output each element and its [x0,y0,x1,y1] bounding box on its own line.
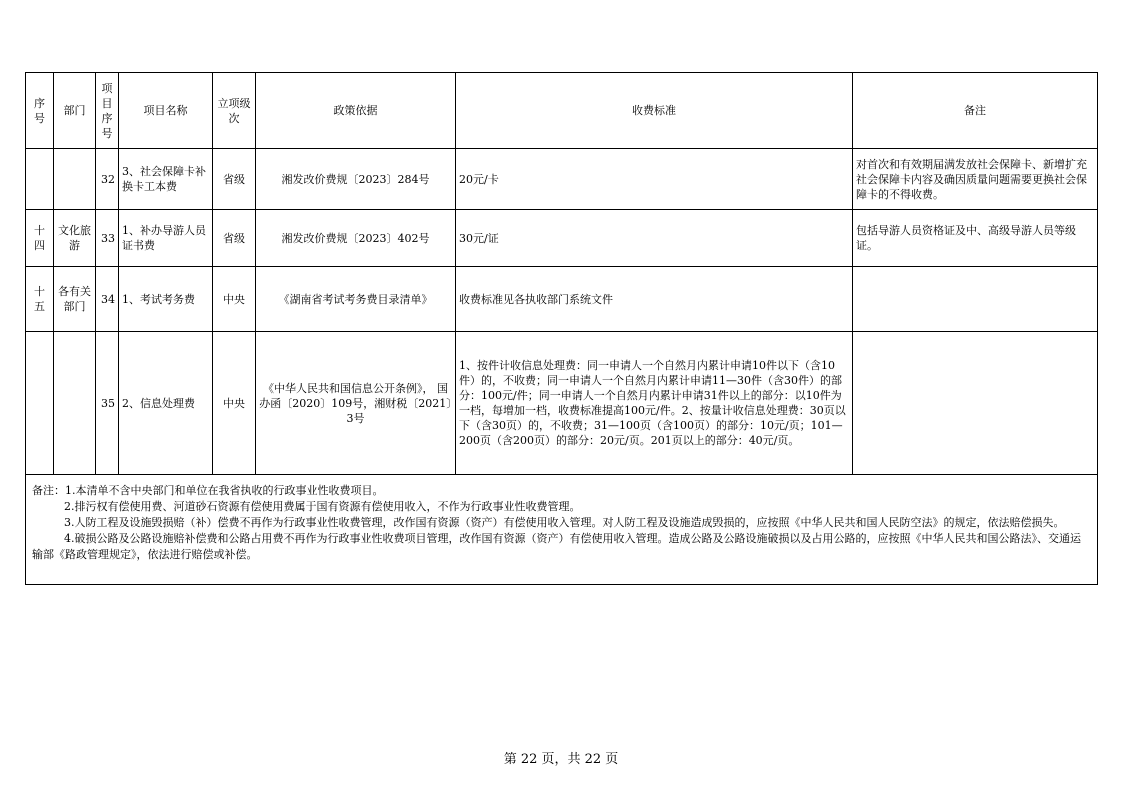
cell-item-name: 2、信息处理费 [119,332,213,475]
cell-item-seq: 33 [96,210,119,267]
table-row [26,332,1098,475]
header-standard: 收费标准 [456,73,853,149]
header-item-seq: 项目序号 [96,73,119,149]
cell-standard: 30元/证 [456,210,853,267]
cell-remark [853,332,1098,475]
cell-standard: 1、按件计收信息处理费：同一申请人一个自然月内累计申请10件以下（含10件）的，不收费；同一申请人一个自然月内累计申请11—30件（含30件）的部分：100元/件；同一申请人一个自然月内累计申请31件以上的部分：以10件为一档，每增加一档，收费标准提高100元/件。2、按量计收信息处理费：30页以下（含30页）的，不收费；31—100页（含100页）的部分：10元/页；101—200页（含200页）的部分：20元/页。201页以上的部分：40元/页。 [456,332,853,475]
cell-basis: 湘发改价费规〔2023〕284号 [256,149,456,210]
cell-remark [853,267,1098,332]
cell-seq: 十五 [26,267,54,332]
cell-item-name: 1、考试考务费 [119,267,213,332]
note-4: 4.破损公路及公路设施赔补偿费和公路占用费不再作为行政事业性收费项目管理，改作国有资源（资产）有偿使用收入管理。造成公路及公路设施破损以及占用公路的，应按照《中华人民共和国公路法》、交通运输部《路政管理规定》，依法进行赔偿或补偿。 [32,532,1081,561]
fee-table [25,72,1098,585]
notes-row [26,475,1098,585]
cell-item-seq: 32 [96,149,119,210]
note-2: 2.排污权有偿使用费、河道砂石资源有偿使用费属于国有资源有偿使用收入，不作为行政事业性收费管理。 [64,500,581,513]
cell-item-seq: 35 [96,332,119,475]
cell-standard: 收费标准见各执收部门系统文件 [456,267,853,332]
table-header-row [26,73,1098,149]
cell-remark: 包括导游人员资格证及中、高级导游人员等级证。 [853,210,1098,267]
cell-remark: 对首次和有效期届满发放社会保障卡、新增扩充社会保障卡内容及确因质量问题需要更换社会保障卡的不得收费。 [853,149,1098,210]
header-remark: 备注 [853,73,1098,149]
cell-seq: 十四 [26,210,54,267]
cell-basis: 《中华人民共和国信息公开条例》， 国办函〔2020〕109号，湘财税〔2021〕3号 [256,332,456,475]
cell-level: 中央 [213,332,256,475]
cell-level: 中央 [213,267,256,332]
cell-seq [26,149,54,210]
cell-level: 省级 [213,210,256,267]
header-level: 立项级次 [213,73,256,149]
cell-dept [54,149,96,210]
cell-standard: 20元/卡 [456,149,853,210]
cell-dept: 文化旅游 [54,210,96,267]
page-number: 第 22 页，共 22 页 [503,752,619,767]
cell-dept [54,332,96,475]
cell-item-name: 3、社会保障卡补换卡工本费 [119,149,213,210]
header-dept: 部门 [54,73,96,149]
cell-basis: 湘发改价费规〔2023〕402号 [256,210,456,267]
header-basis: 政策依据 [256,73,456,149]
header-item-name: 项目名称 [119,73,213,149]
cell-item-name: 1、补办导游人员证书费 [119,210,213,267]
table-row [26,267,1098,332]
notes-cell [26,475,1098,585]
note-3: 3.人防工程及设施毁损赔（补）偿费不再作为行政事业性收费管理，改作国有资源（资产）有偿使用收入管理。对人防工程及设施造成毁损的，应按照《中华人民共和国人民防空法》的规定，依法赔偿损失。 [64,516,1065,529]
note-1: 备注：1.本清单不含中央部门和单位在我省执收的行政事业性收费项目。 [32,484,384,497]
cell-dept: 各有关部门 [54,267,96,332]
cell-level: 省级 [213,149,256,210]
page-footer [0,748,1122,767]
header-seq: 序号 [26,73,54,149]
table-row [26,149,1098,210]
table-row [26,210,1098,267]
cell-seq [26,332,54,475]
cell-basis: 《湖南省考试考务费目录清单》 [256,267,456,332]
cell-item-seq: 34 [96,267,119,332]
